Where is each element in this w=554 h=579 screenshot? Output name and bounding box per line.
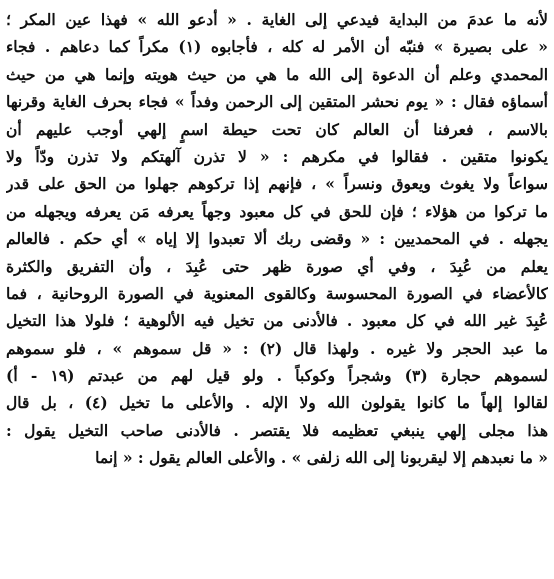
text-line: « ما نعبدهم إلا ليقربونا إلى الله زلفى » . والأعلى العالم يقول : « إنما — [95, 448, 548, 468]
text-line: أسماؤه فقال : « يوم نحشر المتقين إلى الرحمن وفداً » فجاء بحرف الغاية وقرنها — [6, 92, 548, 112]
text-line: عُبِدَ غير الله في كل معبود . فالأدنى من تخيل فيه الألوهية ؛ فلولا هذا التخيل — [6, 311, 548, 331]
text-line: سواعاً ولا يغوث ويعوق ونسراً » ، فإنهم إذا تركوهم جهلوا من الحق على قدر — [6, 174, 548, 194]
text-line: هذا مجلى إلهي ينبغي تعظيمه فلا يقتصر . فالأدنى صاحب التخيل يقول : — [6, 420, 548, 440]
text-line: لأنه ما عدمَ من البداية فيدعي إلى الغاية . « أدعو الله » فهذا عين المكر ؛ — [6, 10, 548, 29]
text-line: يكونوا متقين . فقالوا في مكرهم : « لا تذرن آلهتكم ولا تذرن ودّاً ولا — [6, 146, 548, 166]
text-line: يجهله . في المحمديين : « وقضى ربك ألا تعبدوا إلا إياه » أي حكم . فالعالم — [6, 229, 548, 249]
text-line: ما تركوا من هؤلاء ؛ فإن للحق في كل معبود وجهاً يعرفه مَن يعرفه ويجهله من — [6, 201, 548, 221]
text-line: يعلم من عُبِدَ ، وفي أي صورة ظهر حتى عُبِدَ ، وأن التفريق والكثرة — [6, 256, 548, 276]
text-line: « على بصيرة » فنبّه أن الأمر له كله ، فأجابوه (١) مكراً كما دعاهم . فجاء — [6, 37, 548, 57]
text-line: بالاسم ، فعرفنا أن العالم كان تحت حيطة اسمٍ إلهي أوجب عليهم أن — [6, 119, 548, 139]
text-line: كالأعضاء في الصورة المحسوسة وكالقوى المعنوية في الصورة الروحانية ، فما — [6, 283, 548, 303]
text-line: لسموهم حجارة (٣) وشجراً وكوكباً . ولو قيل لهم من عبدتم (١٩ - أ) — [6, 366, 548, 386]
text-line: لقالوا إلهاً ما كانوا يقولون الله ولا الإله . والأعلى ما تخيل (٤) ، بل قال — [6, 393, 548, 413]
text-line: ما عبد الحجر ولا غيره . ولهذا قال (٢) : « قل سموهم » ، فلو سموهم — [6, 338, 548, 358]
text-line: المحمدي وعلم أن الدعوة إلى الله ما هي من حيث هويته وإنما هي من حيث — [6, 64, 548, 84]
